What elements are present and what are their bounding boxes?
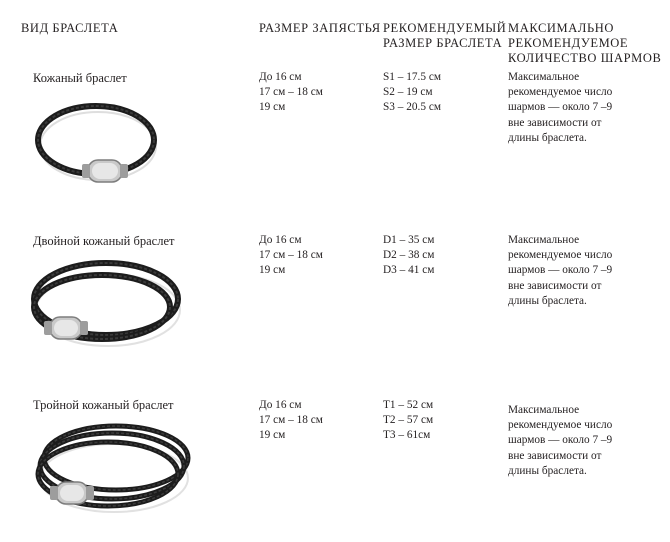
header-wrist-size: РАЗМЕР ЗАПЯСТЬЯ [259,21,381,35]
double-leather-bracelet-image [22,255,187,360]
row-2-bracelet-sizes: D1 – 35 см D2 – 38 см D3 – 41 см [383,234,435,277]
row-3-wrist-sizes: До 16 см 17 см – 18 см 19 см [259,399,323,442]
header-max-charms: МАКСИМАЛЬНО РЕКОМЕНДУЕМОЕ КОЛИЧЕСТВО ШАРМОВ [508,21,662,65]
header-recommended-size: РЕКОМЕНДУЕМЫЙ РАЗМЕР БРАСЛЕТА [383,21,507,50]
row-1-wrist-sizes: До 16 см 17 см – 18 см 19 см [259,71,323,114]
row-2-title: Двойной кожаный браслет [33,234,175,248]
row-1-bracelet-sizes: S1 – 17.5 см S2 – 19 см S3 – 20.5 см [383,71,441,114]
header-bracelet-type: ВИД БРАСЛЕТА [21,21,119,35]
row-1-title: Кожаный браслет [33,71,127,85]
row-3-charms-note: Максимальное рекомендуемое число шармов — около 7 –9 вне зависимости от длины браслета. [508,404,613,477]
row-1-charms-note: Максимальное рекомендуемое число шармов — около 7 –9 вне зависимости от длины браслета. [508,71,613,144]
row-3-bracelet-sizes: T1 – 52 см T2 – 57 см T3 – 61см [383,399,434,442]
row-2-charms-note: Максимальное рекомендуемое число шармов — около 7 –9 вне зависимости от длины браслета. [508,234,613,307]
single-leather-bracelet-image [30,96,165,196]
row-3-title: Тройной кожаный браслет [33,398,174,412]
row-2-wrist-sizes: До 16 см 17 см – 18 см 19 см [259,234,323,277]
triple-leather-bracelet-image [26,420,196,525]
